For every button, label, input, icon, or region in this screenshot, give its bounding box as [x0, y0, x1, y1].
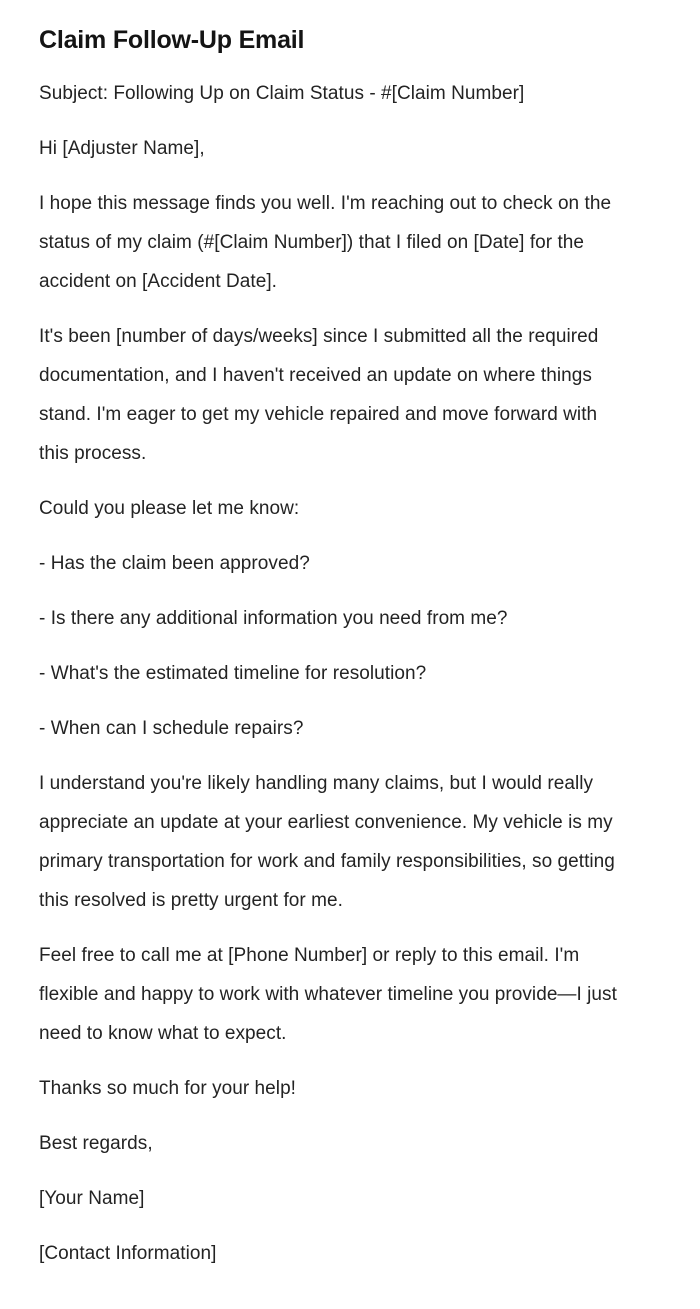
- paragraph-subject: Subject: Following Up on Claim Status - #[Claim Number]: [39, 83, 525, 104]
- paragraph-thanks: Thanks so much for your help!: [39, 1078, 297, 1099]
- list-item-question-2: - Is there any additional information you need from me?: [39, 608, 508, 629]
- page-title: Claim Follow-Up Email: [39, 26, 305, 54]
- paragraph-questions-lead: Could you please let me know:: [39, 498, 300, 519]
- paragraph-your-name: [Your Name]: [39, 1188, 145, 1209]
- paragraph-status: It's been [number of days/weeks] since I submitted all the required documentation, and I haven't received an update on where things stand. I'm eager to get my vehicle repaired and move forward with this process.: [39, 326, 599, 464]
- list-item-question-3: - What's the estimated timeline for resolution?: [39, 663, 427, 684]
- paragraph-urgency: I understand you're likely handling many claims, but I would really appreciate an update at your earliest convenience. My vehicle is my primary transportation for work and family responsibilities, so getting this resolved is pretty urgent for me.: [39, 773, 615, 911]
- paragraph-greeting: Hi [Adjuster Name],: [39, 138, 205, 159]
- paragraph-intro: I hope this message finds you well. I'm reaching out to check on the status of my claim (#[Claim Number]) that I filed on [Date] for the accident on [Accident Date].: [39, 193, 612, 292]
- paragraph-contact-information: [Contact Information]: [39, 1243, 217, 1264]
- paragraph-signoff: Best regards,: [39, 1133, 153, 1154]
- list-item-question-4: - When can I schedule repairs?: [39, 718, 304, 739]
- list-item-question-1: - Has the claim been approved?: [39, 553, 310, 574]
- paragraph-contact: Feel free to call me at [Phone Number] or reply to this email. I'm flexible and happy to work with whatever timeline you provide—I just need to know what to expect.: [39, 945, 617, 1044]
